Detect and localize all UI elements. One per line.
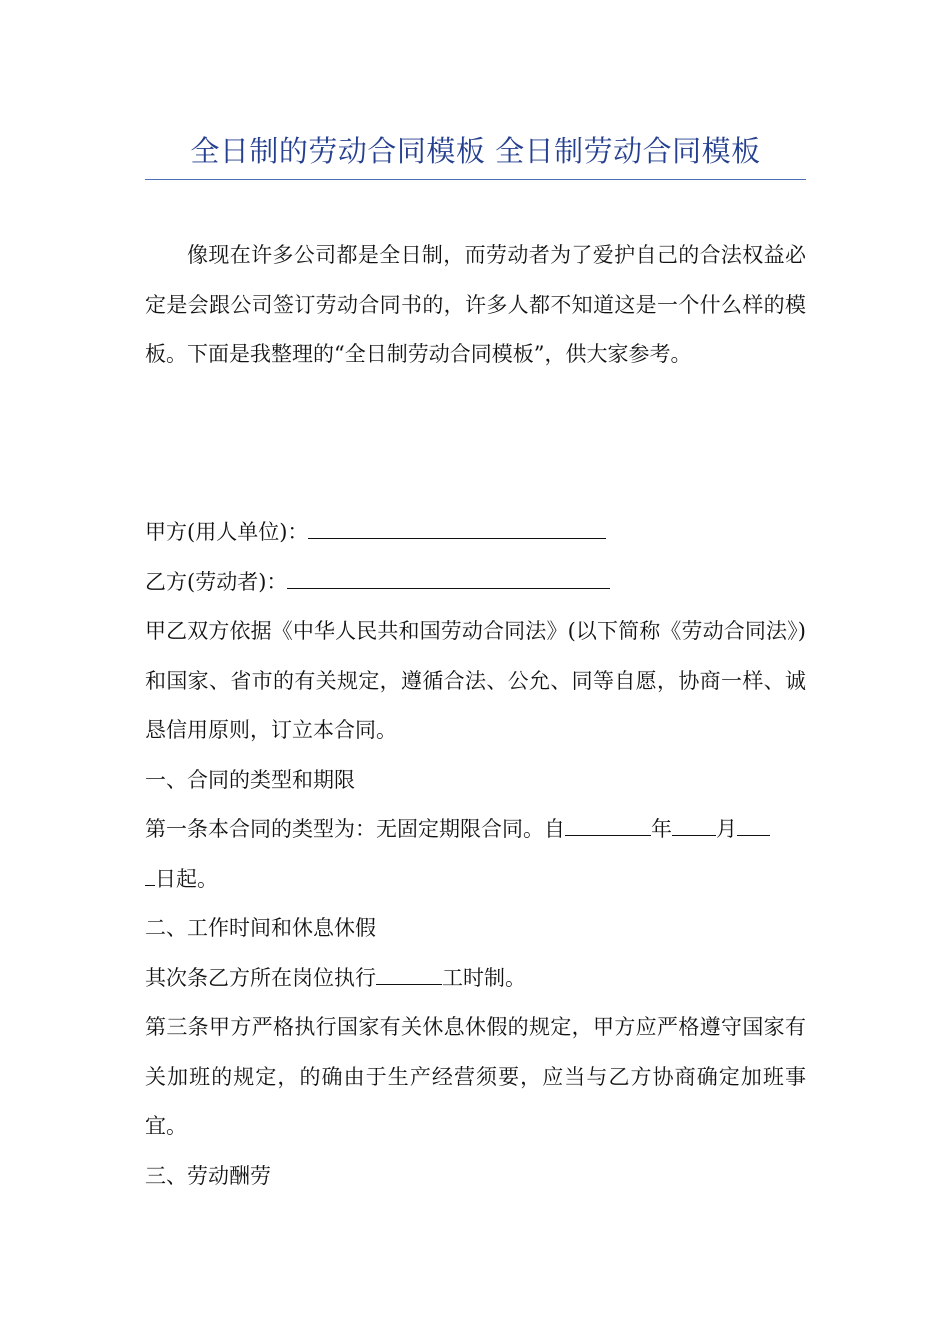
article-2: [145, 954, 806, 1004]
section-1-heading: 一、合同的类型和期限: [145, 767, 355, 792]
day-blank-part-1: [737, 815, 770, 836]
section-3-heading: 三、劳动酬劳: [145, 1163, 271, 1188]
party-b-label: 乙方(劳动者)：: [145, 569, 288, 594]
section-2-heading: 二、工作时间和休息休假: [145, 916, 376, 940]
day-blank-part-2: [145, 865, 155, 886]
party-a-blank: [308, 518, 606, 539]
intro-paragraph: 像现在许多公司都是全日制，而劳动者为了爱护自己的合法权益必定是会跟公司签订劳动合同书的，许多人都不知道这是一个什么样的模板。下面是我整理的“全日制劳动合同模板”，供大家参考。: [145, 243, 806, 366]
month-label: 月: [716, 817, 737, 841]
work-hours-blank: [376, 964, 442, 985]
page-title: 全日制的劳动合同模板 全日制劳动合同模板: [190, 134, 761, 168]
article-2-prefix: 其次条乙方所在岗位执行: [145, 965, 376, 990]
article-2-suffix: 工时制。: [442, 965, 526, 990]
preamble-paragraph: 甲乙双方依据《中华人民共和国劳动合同法》(以下简称《劳动合同法》)和国家、省市的有关规定，遵循合法、公允、同等自愿，协商一样、诚恳信用原则，订立本合同。: [145, 619, 806, 742]
year-label: 年: [651, 817, 672, 841]
party-a-line: [145, 508, 806, 558]
contract-body: [145, 508, 806, 1201]
party-b-blank: [287, 568, 610, 589]
party-b-line: [145, 558, 806, 608]
year-blank: [565, 815, 651, 836]
article-1-prefix: 第一条本合同的类型为：无固定期限合同。自: [145, 817, 565, 841]
article-3: 第三条甲方严格执行国家有关休息休假的规定，甲方应严格遵守国家有关加班的规定，的确由于生产经营须要，应当与乙方协商确定加班事宜。: [145, 1015, 806, 1138]
party-a-label: 甲方(用人单位)：: [145, 520, 309, 544]
article-1: [145, 805, 806, 904]
day-label: 日起。: [155, 866, 218, 891]
month-blank: [672, 815, 716, 836]
title-underline: [145, 179, 806, 180]
